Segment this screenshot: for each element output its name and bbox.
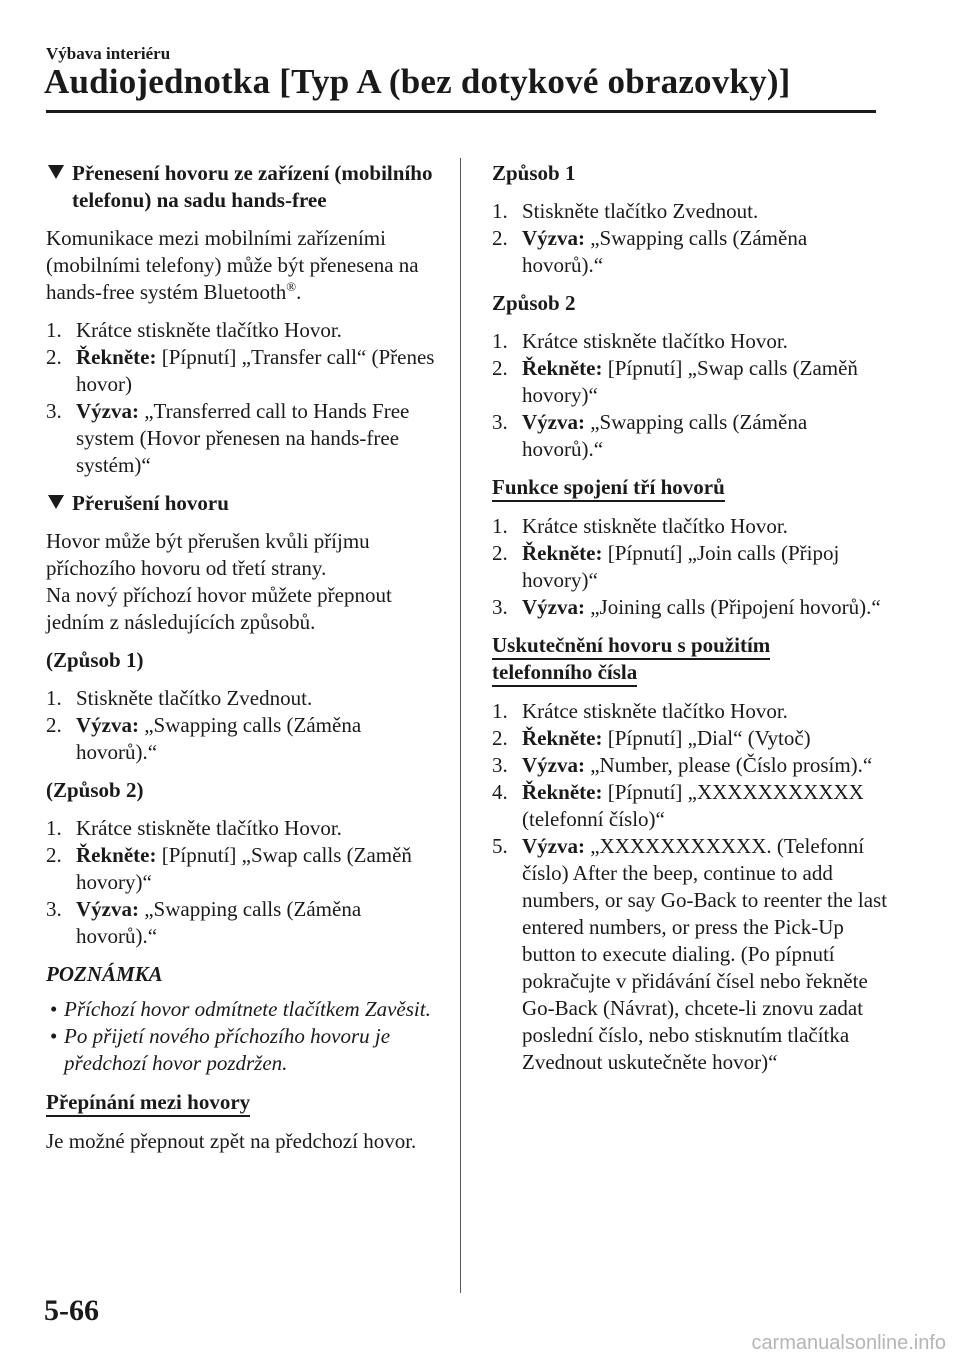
step-text: „Swapping calls (Záměna hovorů).“ bbox=[76, 897, 362, 948]
paragraph-text: Komunikace mezi mobilními zařízeními (mobilními telefony) může být přenesena na hands-free systém Bluetooth bbox=[46, 226, 419, 304]
list-item bbox=[492, 355, 892, 409]
section-label: Výbava interiéru bbox=[46, 44, 171, 63]
step-number: 5. bbox=[492, 834, 508, 858]
way2-title: Způsob 2 bbox=[492, 291, 576, 315]
bullet-dot-icon: • bbox=[50, 997, 58, 1021]
list-item bbox=[46, 815, 436, 842]
step-number: 3. bbox=[492, 753, 508, 777]
page-number: 5-66 bbox=[44, 1294, 99, 1327]
list-item bbox=[492, 328, 892, 355]
step-text: „XXXXXXXXXXX. (Telefonní číslo) After the beep, continue to add numbers, or say Go-Back to reenter the last entered numbers, or press the Pick-Up button to execute dialing. (Po pípnutí pokračujte v přidávání čísel nebo řekněte Go-Back (Návrat), chcete-li znovu zadat poslední číslo, nebo stisknutím tlačítka Zvednout uskutečněte hovor)“ bbox=[522, 834, 888, 1074]
step-text: [Pípnutí] „XXXXXXXXXXX (telefonní číslo)“ bbox=[522, 780, 864, 831]
list-item bbox=[46, 685, 436, 712]
transfer-steps bbox=[46, 317, 436, 479]
step-number: 1. bbox=[492, 699, 508, 723]
step-text: „Transferred call to Hands Free system (Hovor přenesen na hands-free systém)“ bbox=[76, 399, 410, 477]
list-item bbox=[492, 779, 892, 833]
note-text: Po přijetí nového příchozího hovoru je předchozí hovor pozdržen. bbox=[64, 1024, 391, 1075]
step-number: 3. bbox=[46, 897, 62, 921]
step-number: 1. bbox=[46, 318, 62, 342]
paragraph-transfer bbox=[46, 225, 436, 306]
list-item bbox=[46, 317, 436, 344]
step-keyword: Výzva: bbox=[522, 753, 585, 777]
step-number: 4. bbox=[492, 780, 508, 804]
list-item bbox=[492, 698, 892, 725]
method1-title: (Způsob 1) bbox=[46, 648, 144, 672]
list-item bbox=[46, 712, 436, 766]
list-item bbox=[492, 594, 892, 621]
step-number: 2. bbox=[492, 541, 508, 565]
step-number: 3. bbox=[492, 410, 508, 434]
list-item bbox=[46, 842, 436, 896]
step-text: „Swapping calls (Záměna hovorů).“ bbox=[76, 713, 362, 764]
step-number: 1. bbox=[492, 514, 508, 538]
step-text: Stiskněte tlačítko Zvednout. bbox=[522, 199, 759, 223]
step-keyword: Řekněte: bbox=[522, 780, 603, 804]
heading-transfer bbox=[46, 160, 436, 214]
step-keyword: Výzva: bbox=[522, 226, 585, 250]
step-number: 2. bbox=[46, 345, 62, 369]
step-keyword: Výzva: bbox=[522, 595, 585, 619]
column-divider bbox=[460, 158, 461, 1293]
step-text: Krátce stiskněte tlačítko Hovor. bbox=[76, 318, 342, 342]
list-item bbox=[492, 513, 892, 540]
note-item bbox=[46, 996, 436, 1023]
registered-mark: ® bbox=[286, 279, 297, 294]
step-number: 3. bbox=[492, 595, 508, 619]
step-keyword: Řekněte: bbox=[522, 356, 603, 380]
method1-steps bbox=[46, 685, 436, 766]
step-keyword: Výzva: bbox=[76, 897, 139, 921]
way1-title: Způsob 1 bbox=[492, 161, 576, 185]
step-number: 2. bbox=[492, 226, 508, 250]
step-keyword: Řekněte: bbox=[76, 843, 157, 867]
step-text: „Joining calls (Připojení hovorů).“ bbox=[584, 595, 881, 619]
list-item bbox=[492, 198, 892, 225]
step-keyword: Řekněte: bbox=[76, 345, 157, 369]
heading-text: Přerušení hovoru bbox=[72, 491, 229, 515]
heading-dial-1 bbox=[492, 632, 892, 659]
paragraph-interrupt-2: Na nový příchozí hovor můžete přepnout jedním z následujících způsobů. bbox=[46, 583, 392, 634]
step-text: [Pípnutí] „Join calls (Připoj hovory)“ bbox=[522, 541, 840, 592]
step-number: 1. bbox=[46, 816, 62, 840]
method2-steps bbox=[46, 815, 436, 950]
step-number: 2. bbox=[46, 713, 62, 737]
heading-switch bbox=[46, 1089, 436, 1116]
left-column bbox=[46, 160, 436, 1166]
way2-steps bbox=[492, 328, 892, 463]
step-text: Krátce stiskněte tlačítko Hovor. bbox=[522, 514, 788, 538]
heading-text: telefonního čísla bbox=[492, 660, 637, 687]
note-text: Příchozí hovor odmítnete tlačítkem Zavěsit. bbox=[64, 997, 431, 1021]
triangle-bullet-icon bbox=[48, 495, 64, 509]
list-item bbox=[46, 398, 436, 479]
list-item bbox=[46, 344, 436, 398]
watermark: carmanualsonline.info bbox=[751, 1332, 946, 1354]
step-number: 2. bbox=[492, 356, 508, 380]
list-item bbox=[492, 725, 892, 752]
list-item bbox=[492, 225, 892, 279]
right-column bbox=[492, 160, 892, 1087]
step-text: [Pípnutí] „Swap calls (Zaměň hovory)“ bbox=[522, 356, 858, 407]
note-title: POZNÁMKA bbox=[46, 962, 163, 986]
list-item bbox=[492, 540, 892, 594]
step-keyword: Výzva: bbox=[76, 399, 139, 423]
dial-steps bbox=[492, 698, 892, 1076]
step-keyword: Řekněte: bbox=[522, 541, 603, 565]
step-number: 1. bbox=[492, 329, 508, 353]
step-keyword: Výzva: bbox=[76, 713, 139, 737]
step-keyword: Řekněte: bbox=[522, 726, 603, 750]
step-number: 1. bbox=[46, 686, 62, 710]
method2-title: (Způsob 2) bbox=[46, 778, 144, 802]
step-text: Krátce stiskněte tlačítko Hovor. bbox=[76, 816, 342, 840]
list-item bbox=[492, 409, 892, 463]
heading-threeway bbox=[492, 474, 892, 501]
list-item bbox=[492, 833, 892, 1076]
title-rule bbox=[46, 110, 876, 113]
page-title: Audiojednotka [Typ A (bez dotykové obrazovky)] bbox=[44, 62, 791, 101]
step-number: 1. bbox=[492, 199, 508, 223]
list-item bbox=[492, 752, 892, 779]
step-text: Stiskněte tlačítko Zvednout. bbox=[76, 686, 313, 710]
step-text: [Pípnutí] „Transfer call“ (Přenes hovor) bbox=[76, 345, 435, 396]
heading-text: Přenesení hovoru ze zařízení (mobilního telefonu) na sadu hands-free bbox=[72, 161, 433, 212]
step-text: „Number, please (Číslo prosím).“ bbox=[584, 753, 873, 777]
triangle-bullet-icon bbox=[48, 165, 64, 179]
way1-steps bbox=[492, 198, 892, 279]
step-text: [Pípnutí] „Swap calls (Zaměň hovory)“ bbox=[76, 843, 412, 894]
threeway-steps bbox=[492, 513, 892, 621]
step-keyword: Výzva: bbox=[522, 410, 585, 434]
note-list bbox=[46, 996, 436, 1077]
bullet-dot-icon: • bbox=[50, 1024, 58, 1048]
heading-interrupt bbox=[46, 490, 436, 517]
step-text: „Swapping calls (Záměna hovorů).“ bbox=[522, 410, 808, 461]
heading-text: Funkce spojení tří hovorů bbox=[492, 475, 725, 502]
step-number: 3. bbox=[46, 399, 62, 423]
paragraph-interrupt-1: Hovor může být přerušen kvůli příjmu příchozího hovoru od třetí strany. bbox=[46, 529, 370, 580]
heading-text: Přepínání mezi hovory bbox=[46, 1090, 250, 1117]
step-keyword: Výzva: bbox=[522, 834, 585, 858]
paragraph-switch: Je možné přepnout zpět na předchozí hovor. bbox=[46, 1129, 417, 1153]
step-number: 2. bbox=[46, 843, 62, 867]
step-text: „Swapping calls (Záměna hovorů).“ bbox=[522, 226, 808, 277]
step-number: 2. bbox=[492, 726, 508, 750]
note-item bbox=[46, 1023, 436, 1077]
step-text: [Pípnutí] „Dial“ (Vytoč) bbox=[602, 726, 811, 750]
list-item bbox=[46, 896, 436, 950]
paragraph-end: . bbox=[296, 280, 302, 304]
step-text: Krátce stiskněte tlačítko Hovor. bbox=[522, 699, 788, 723]
heading-text: Uskutečnění hovoru s použitím bbox=[492, 633, 770, 660]
heading-dial-2 bbox=[492, 659, 892, 686]
step-text: Krátce stiskněte tlačítko Hovor. bbox=[522, 329, 788, 353]
